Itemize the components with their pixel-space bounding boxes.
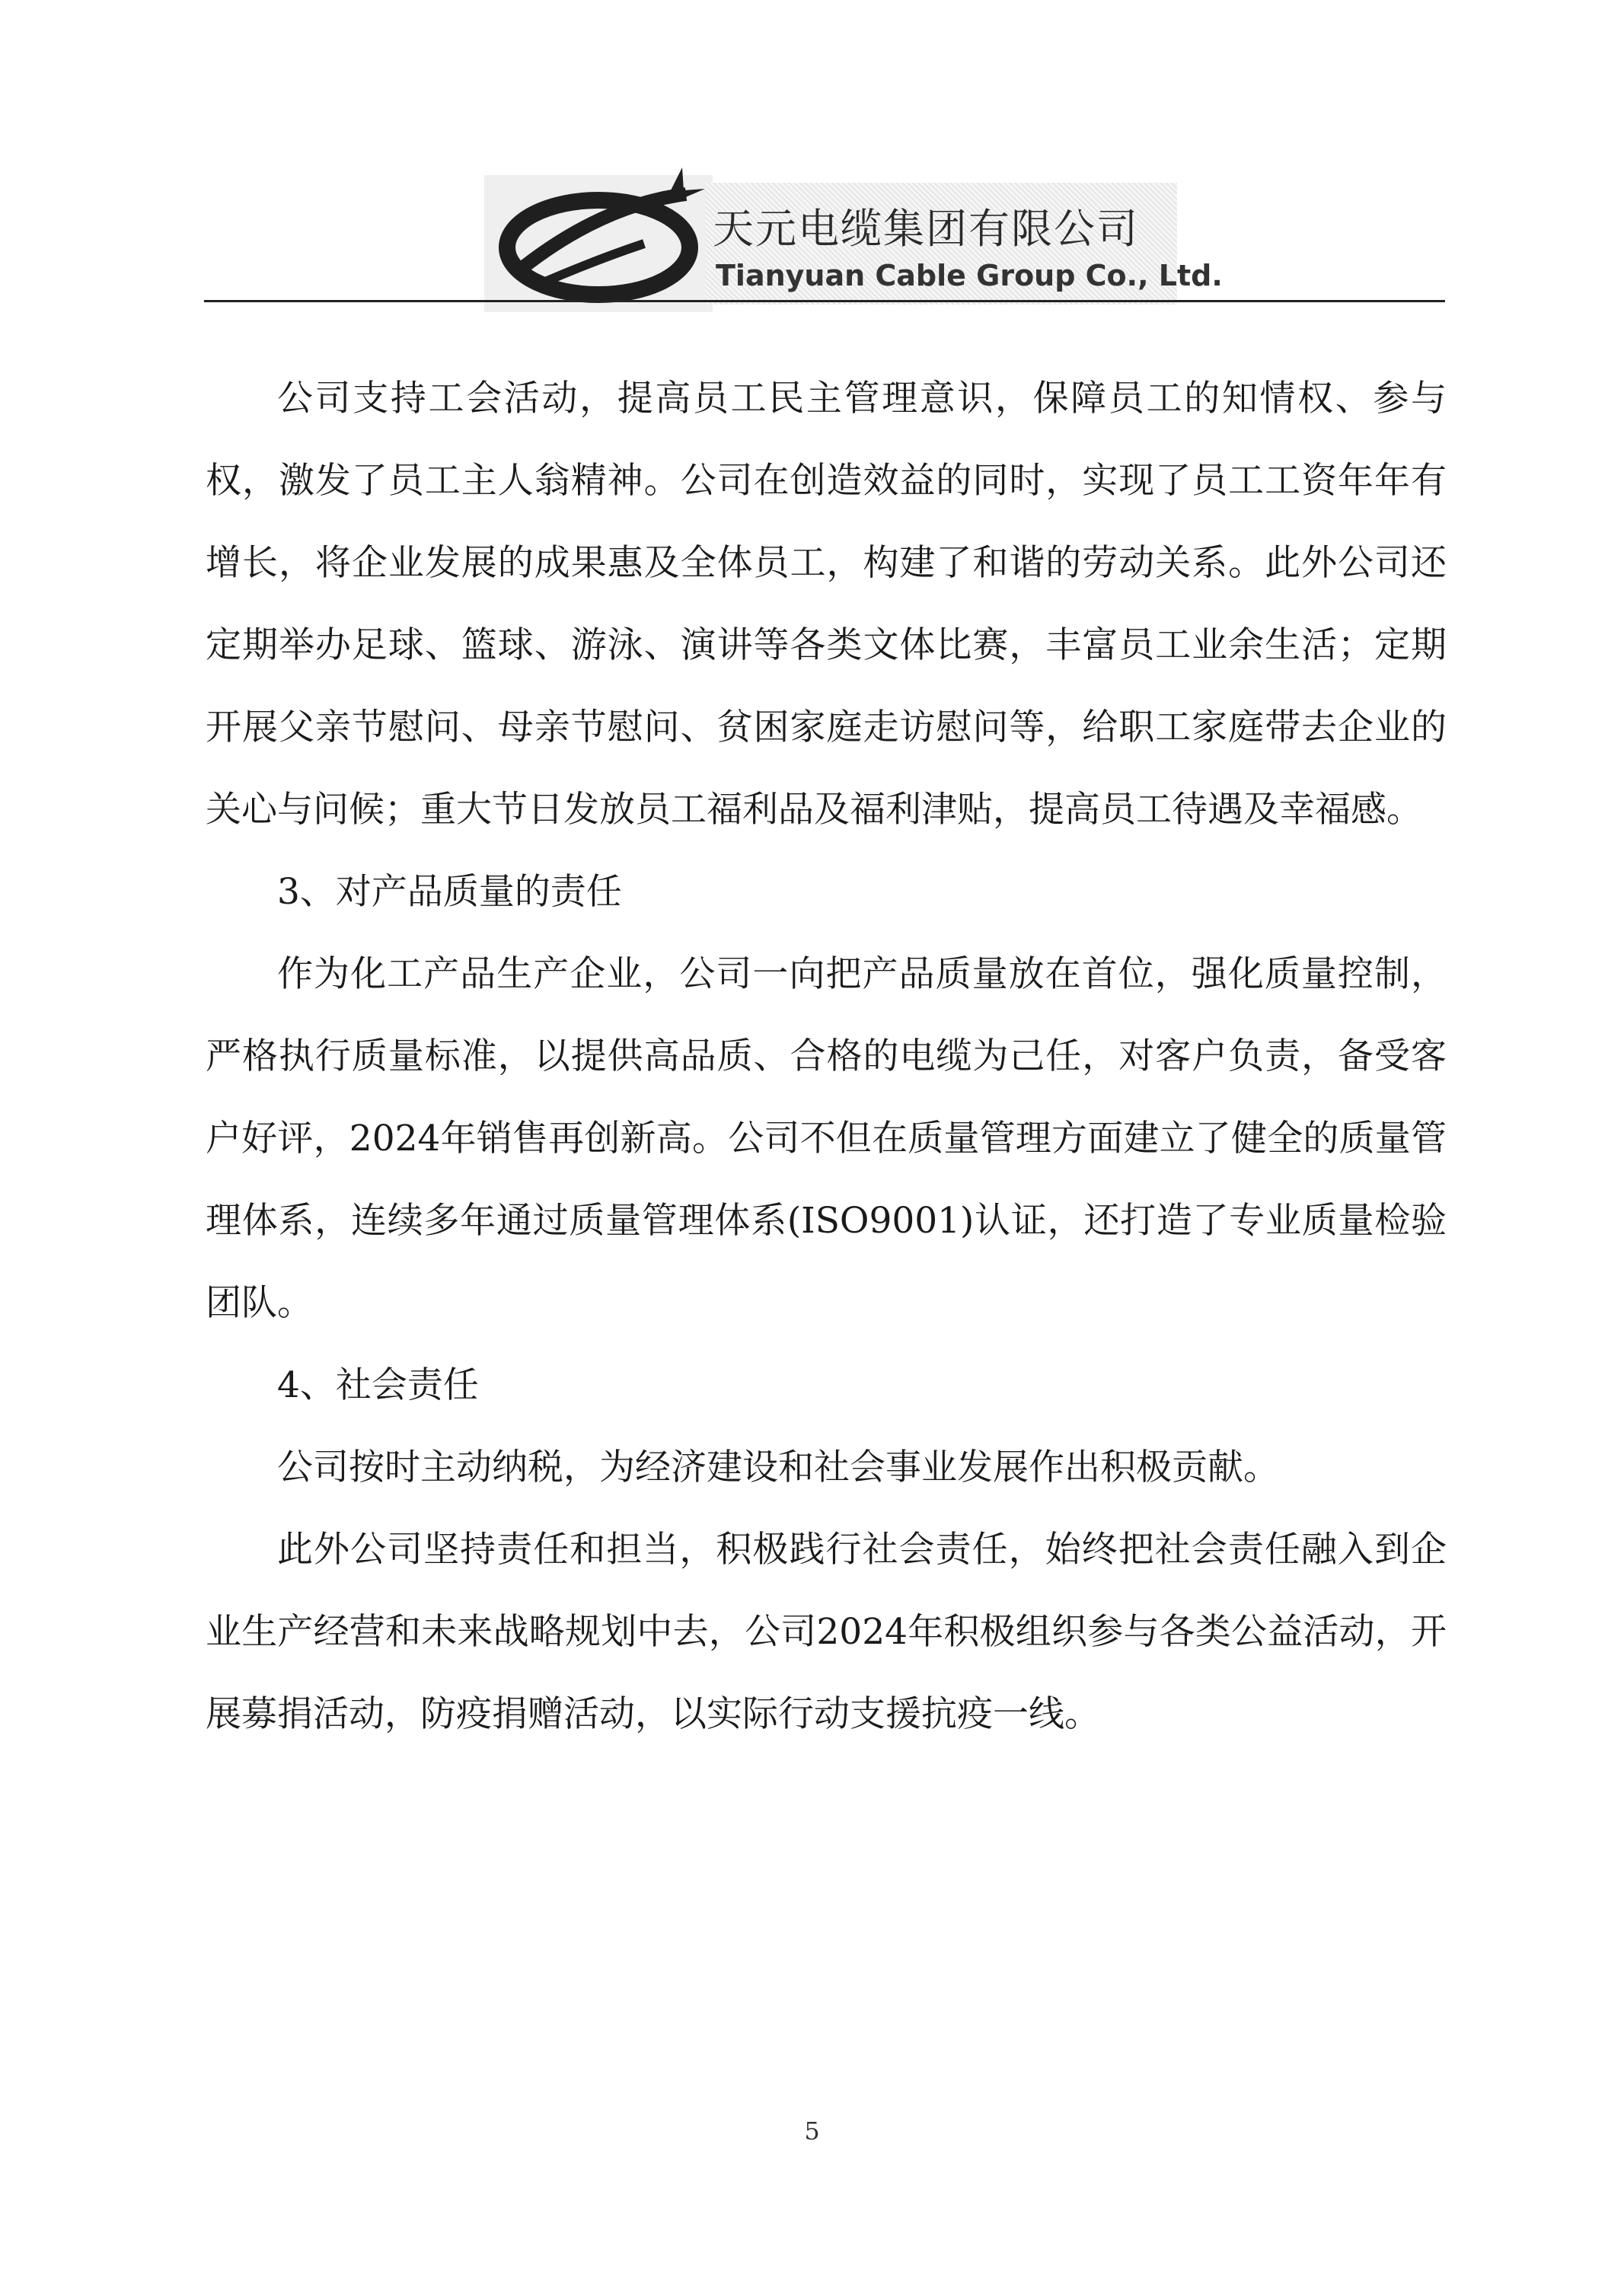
header-divider [204, 300, 1445, 302]
company-name-block [705, 183, 1223, 305]
company-name-en: Tianyuan Cable Group Co., Ltd. [716, 259, 1223, 292]
paragraph-tax: 公司按时主动纳税，为经济建设和社会事业发展作出积极贡献。 [277, 1447, 1279, 1488]
paragraph-public-welfare: 此外公司坚持责任和担当，积极践行社会责任，始终把社会责任融入到企业生产经营和未来战略规划中去，公司2024年积极组织参与各类公益活动，开展募捐活动，防疫捐赠活动，以实际行动支援抗疫一线。 [206, 1529, 1447, 1735]
page-number: 5 [804, 2117, 820, 2145]
heading-product-quality: 3、对产品质量的责任 [277, 871, 622, 913]
letterhead [484, 160, 1223, 312]
heading-social-responsibility: 4、社会责任 [277, 1364, 479, 1406]
paragraph-employee-welfare: 公司支持工会活动，提高员工民主管理意识，保障员工的知情权、参与权，激发了员工主人翁精神。公司在创造效益的同时，实现了员工工资年年有增长，将企业发展的成果惠及全体员工，构建了和谐的劳动关系。此外公司还定期举办足球、篮球、游泳、演讲等各类文体比赛，丰富员工业余生活；定期开展父亲节慰问、母亲节慰问、贫困家庭走访慰问等，给职工家庭带去企业的关心与问候；重大节日发放员工福利品及福利津贴，提高员工待遇及幸福感。 [206, 378, 1447, 831]
company-name-cn: 天元电缆集团有限公司 [713, 205, 1139, 253]
document-body [206, 358, 1447, 1756]
paragraph-product-quality: 作为化工产品生产企业，公司一向把产品质量放在首位，强化质量控制，严格执行质量标准，以提供高品质、合格的电缆为己任，对客户负责，备受客户好评，2024年销售再创新高。公司不但在质量管理方面建立了健全的质量管理体系，连续多年通过质量管理体系(ISO9001)认证，还打造了专业质量检验团队。 [206, 953, 1447, 1324]
company-logo-icon [484, 160, 713, 312]
